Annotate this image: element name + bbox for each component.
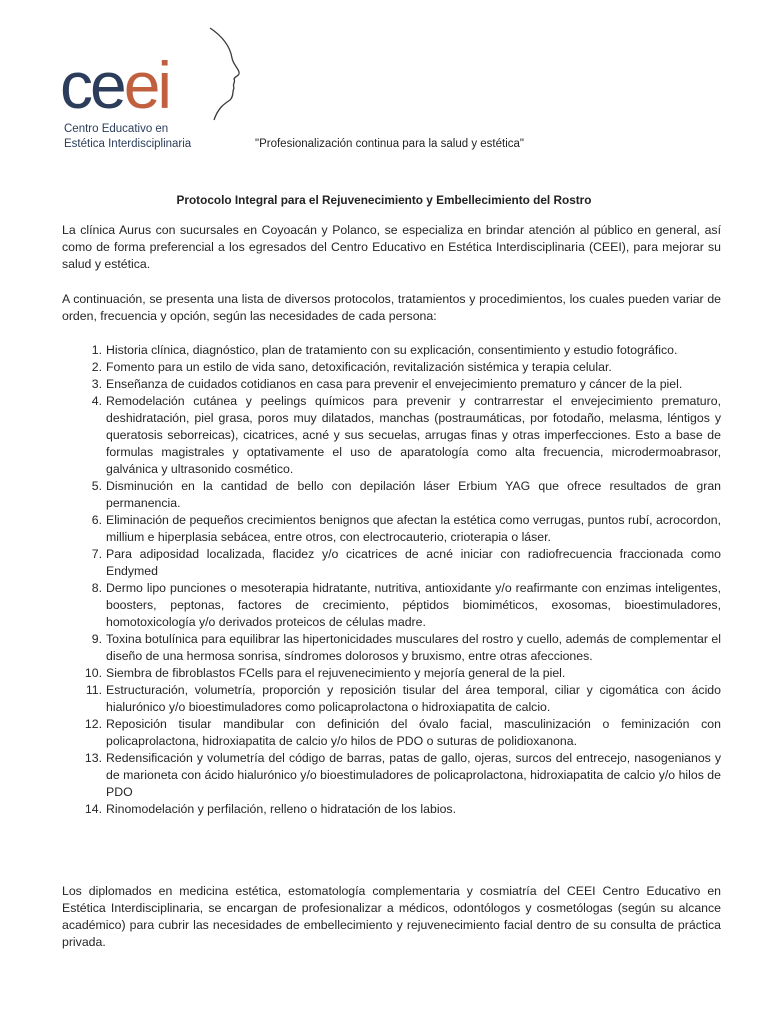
list-item-text: Disminución en la cantidad de bello con depilación láser Erbium YAG que ofrece resultados de gran permanencia. [106,479,721,510]
list-item-number: 8. [91,581,102,595]
list-item-text: Fomento para un estilo de vida sano, detoxificación, revitalización sistémica y terapia celular. [106,360,612,374]
list-item-text: Rinomodelación y perfilación, relleno o hidratación de los labios. [106,802,456,816]
list-item-number: 14. [84,802,102,816]
list-item [62,359,721,376]
list-item-number: 1. [91,343,102,357]
list-item-text: Enseñanza de cuidados cotidianos en casa para prevenir el envejecimiento prematuro y cáncer de la piel. [106,377,683,391]
ceei-logo [60,24,260,154]
list-item-text: Siembra de fibroblastos FCells para el rejuvenecimiento y mejoría general de la piel. [106,666,566,680]
list-item-number: 7. [91,547,102,561]
list-item [62,478,721,512]
list-item-number: 2. [91,360,102,374]
list-item [62,546,721,580]
list-item [62,580,721,631]
protocol-list [62,342,721,818]
document-title: Protocolo Integral para el Rejuvenecimiento y Embellecimiento del Rostro [176,193,592,207]
list-item [62,801,721,818]
list-item [62,750,721,801]
list-item-text: Reposición tisular mandibular con definición del óvalo facial, masculinización o feminización con policaprolactona, hidroxiapatita de calcio y/o hilos de PDO o suturas de polidioxanona. [106,717,721,748]
list-item-text: Estructuración, volumetría, proporción y reposición tisular del área temporal, ciliar y cigomática con ácido hialurónico y/o bioestimuladores como policaprolactona o hidroxiapatita de calcio. [106,683,721,714]
list-item-number: 9. [91,632,102,646]
tagline: "Profesionalización continua para la salud y estética" [255,138,524,150]
list-item-number: 11. [85,683,102,697]
list-item [62,716,721,750]
intro-paragraph: La clínica Aurus con sucursales en Coyoacán y Polanco, se especializa en brindar atención al público en general, así como de forma preferencial a los egresados del Centro Educativo en Estética Interdisciplinaria (CEEI), para mejorar su salud y estética. [62,223,721,271]
face-profile-icon [208,24,252,124]
list-item-number: 12. [84,717,102,731]
list-item [62,682,721,716]
list-item-number: 13. [84,751,102,765]
list-item [62,512,721,546]
list-item-number: 3. [91,377,102,391]
closing-paragraph: Los diplomados en medicina estética, estomatología complementaria y cosmiatría del CEEI Centro Educativo en Estética Interdisciplinaria, se encargan de profesionalizar a médicos, odontólogos y cosmetólogas (según su alcance académico) para cubrir las necesidades de embellecimiento y rejuvenecimiento facial dentro de su consulta de práctica privada. [62,884,721,949]
list-item-text: Dermo lipo punciones o mesoterapia hidratante, nutritiva, antioxidante y/o reafirmante con enzimas inteligentes, boosters, peptonas, factores de crecimiento, péptidos biomiméticos, exosomas, bioestimuladores, homotoxicología y/o derivados proteicos de células madre. [106,581,721,629]
list-item-text: Remodelación cutánea y peelings químicos para prevenir y contrarrestar el envejecimiento prematuro, deshidratación, piel grasa, poros muy dilatados, manchas (postraumáticas, por fotodaño, melasma, léntigos y queratosis seborreicas), cicatrices, acné y sus secuelas, arrugas finas y otras imperfecciones. Esto a base de formulas magistrales y optativamente el uso de aparatología como alta frecuencia, microdermoabrasor, galvánica y ultrasonido cosmético. [106,394,721,476]
logo-word-part2: ei [123,48,170,122]
list-item [62,665,721,682]
logo-word-part1: ce [60,48,124,122]
list-item-number: 4. [91,394,102,408]
list-item [62,342,721,359]
list-item [62,631,721,665]
list-item-text: Historia clínica, diagnóstico, plan de tratamiento con su explicación, consentimiento y estudio fotográfico. [106,343,678,357]
logo-wordmark [60,48,170,122]
list-item-text: Eliminación de pequeños crecimientos benignos que afectan la estética como verrugas, puntos rubí, acrocordon, millium e hiperplasia sebácea, entre otros, con electrocauterio, crioterapia o láser. [106,513,721,544]
list-item-text: Para adiposidad localizada, flacidez y/o cicatrices de acné iniciar con radiofrecuencia fraccionada como Endymed [106,547,721,578]
list-item-number: 5. [91,479,102,493]
list-intro-paragraph: A continuación, se presenta una lista de diversos protocolos, tratamientos y procedimientos, los cuales pueden variar de orden, frecuencia y opción, según las necesidades de cada persona: [62,292,721,323]
list-item [62,393,721,478]
list-item-number: 10. [84,666,102,680]
list-item [62,376,721,393]
list-item-text: Toxina botulínica para equilibrar las hipertonicidades musculares del rostro y cuello, además de complementar el diseño de una hermosa sonrisa, síndromes dolorosos y bruxismo, entre otras afecciones. [106,632,721,663]
logo-subtitle-line1: Centro Educativo en [64,123,169,135]
list-item-number: 6. [91,513,102,527]
logo-subtitle-line2: Estética Interdisciplinaria [64,138,192,150]
list-item-text: Redensificación y volumetría del código de barras, patas de gallo, ojeras, surcos del entrecejo, nasogenianos y de marioneta con ácido hialurónico y/o bioestimuladores de policaprolactona, hidroxiapatita de calcio y/o hilos de PDO [106,751,721,799]
logo-subtitle [64,122,191,152]
